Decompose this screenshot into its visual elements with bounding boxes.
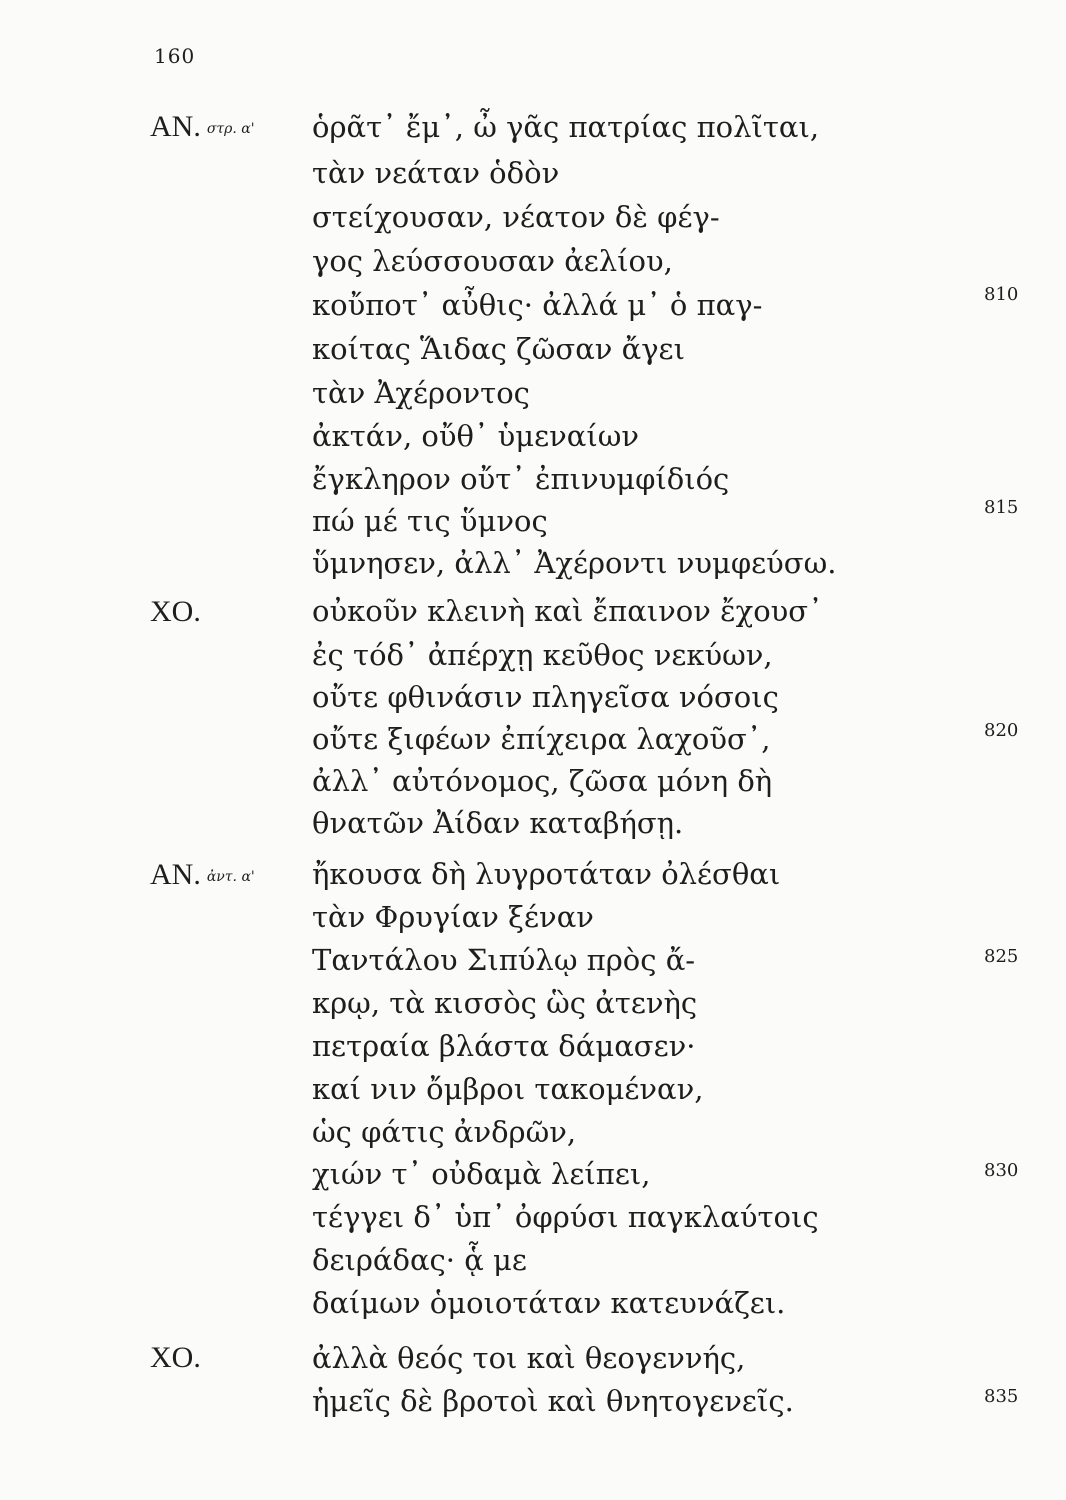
verse-line: κρῳ, τὰ κισσὸς ὣς ἀτενὴς — [312, 986, 698, 1020]
verse-line: οὐκοῦν κλεινὴ καὶ ἔπαινον ἔχουσ᾽ — [312, 594, 823, 628]
verse-line: Ταντάλου Σιπύλῳ πρὸς ἄ- — [312, 943, 696, 977]
verse-line: ὁρᾶτ᾽ ἔμ᾽, ὦ γᾶς πατρίας πολῖται, — [312, 110, 820, 144]
verse-line: θνατῶν Ἀίδαν καταβήσῃ. — [312, 806, 684, 840]
verse-line: τὰν Φρυγίαν ξέναν — [312, 900, 594, 934]
verse-line: τέγγει δ᾽ ὑπ᾽ ὀφρύσι παγκλαύτοις — [312, 1200, 819, 1234]
line-number: 830 — [984, 1160, 1019, 1181]
verse-line: ἐς τόδ᾽ ἀπέρχῃ κεῦθος νεκύων, — [312, 638, 773, 672]
verse-line: κοίτας Ἅιδας ζῶσαν ἄγει — [312, 332, 685, 366]
line-number: 835 — [984, 1386, 1019, 1407]
verse-line: καί νιν ὄμβροι τακομέναν, — [312, 1072, 704, 1106]
verse-line: οὔτε φθινάσιν πληγεῖσα νόσοις — [312, 680, 779, 714]
speaker-name: XO. — [150, 1341, 201, 1374]
verse-line: γος λεύσσουσαν ἀελίου, — [312, 244, 673, 278]
verse-line: ἤκουσα δὴ λυγροτάταν ὀλέσθαι — [312, 857, 781, 891]
verse-line: δαίμων ὁμοιοτάταν κατευνάζει. — [312, 1286, 786, 1320]
verse-line: ἡμεῖς δὲ βροτοὶ καὶ θνητογενεῖς. — [312, 1384, 794, 1418]
strophe-marker: στρ. α' — [206, 121, 255, 137]
verse-line: ἔγκληρον οὔτ᾽ ἐπινυμφίδιός — [312, 462, 730, 496]
speaker-name: AN. — [150, 858, 201, 891]
verse-line: ὕμνησεν, ἀλλ᾽ Ἀχέροντι νυμφεύσω. — [312, 546, 837, 580]
speaker-label — [150, 595, 201, 629]
speaker-name: XO. — [150, 595, 201, 628]
page-number: 160 — [154, 44, 196, 68]
strophe-marker: ἀντ. α' — [206, 869, 255, 885]
line-number: 815 — [984, 497, 1019, 518]
verse-line: ὡς φάτις ἀνδρῶν, — [312, 1115, 577, 1149]
verse-line: στείχουσαν, νέατον δὲ φέγ- — [312, 200, 720, 234]
speaker-label — [150, 1341, 201, 1375]
speaker-label — [150, 110, 255, 144]
verse-line: τὰν νεάταν ὁδὸν — [312, 156, 560, 190]
verse-line: κοὔποτ᾽ αὖθις· ἀλλά μ᾽ ὁ παγ- — [312, 288, 763, 322]
speaker-name: AN. — [150, 110, 201, 143]
verse-line: πετραία βλάστα δάμασεν· — [312, 1029, 696, 1063]
verse-line: χιών τ᾽ οὐδαμὰ λείπει, — [312, 1157, 651, 1191]
line-number: 810 — [984, 284, 1019, 305]
verse-line: δειράδας· ᾇ με — [312, 1243, 527, 1277]
line-number: 820 — [984, 720, 1019, 741]
verse-line: τὰν Ἀχέροντος — [312, 376, 530, 410]
verse-line: ἀκτάν, οὔθ᾽ ὑμεναίων — [312, 419, 640, 453]
verse-line: ἀλλ᾽ αὐτόνομος, ζῶσα μόνη δὴ — [312, 764, 773, 798]
verse-line: οὔτε ξιφέων ἐπίχειρα λαχοῦσ᾽, — [312, 722, 771, 756]
verse-line: πώ μέ τις ὕμνος — [312, 504, 548, 538]
line-number: 825 — [984, 946, 1019, 967]
speaker-label — [150, 858, 255, 892]
verse-line: ἀλλὰ θεός τοι καὶ θεογεννής, — [312, 1341, 746, 1375]
